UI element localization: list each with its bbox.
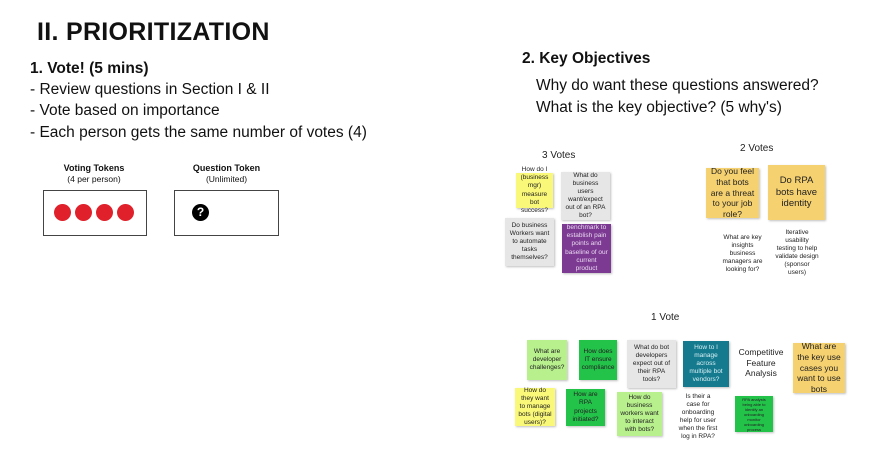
sticky-note[interactable]: How to I manage across multiple bot vendors? xyxy=(683,341,729,387)
objectives-line-1: Why do want these questions answered? xyxy=(536,77,819,94)
question-token-label: Question Token xyxy=(192,163,261,173)
sticky-note[interactable]: What do business users want/expect out of an RPA bot? xyxy=(561,172,610,220)
vote-token-dot[interactable] xyxy=(117,204,134,221)
sticky-note[interactable]: What do bot developers expect out of their RPA tools? xyxy=(627,340,676,388)
group-label-2-votes: 2 Votes xyxy=(740,143,774,154)
voting-tokens-box xyxy=(43,190,147,236)
sticky-note[interactable]: How do they want to manage bots (digital users)? xyxy=(515,388,555,426)
group-label-1-vote: 1 Vote xyxy=(651,312,680,323)
voting-tokens-sub: (4 per person) xyxy=(67,174,121,184)
vote-token-dot[interactable] xyxy=(96,204,113,221)
question-mark-icon[interactable]: ? xyxy=(192,204,209,221)
sticky-note[interactable]: How do I (business mgr) measure bot success? xyxy=(516,173,553,208)
sticky-note[interactable]: How does IT ensure compliance xyxy=(579,340,617,380)
vote-heading: 1. Vote! (5 mins) xyxy=(30,60,149,77)
vote-bullet-3: - Each person gets the same number of votes (4) xyxy=(30,124,367,141)
sticky-note[interactable]: RPA analysts being able to identify an onboarding monitor onboarding process xyxy=(735,396,773,432)
sticky-note[interactable]: Do you feel that bots are a threat to your job role? xyxy=(706,168,759,218)
sticky-note[interactable]: How are RPA projects initiated? xyxy=(566,389,605,426)
objectives-line-2: What is the key objective? (5 why's) xyxy=(536,99,782,116)
sticky-note[interactable]: How do business workers want to interact with bots? xyxy=(617,392,662,436)
vote-bullet-1: - Review questions in Section I & II xyxy=(30,81,270,98)
vote-bullet-2: - Vote based on importance xyxy=(30,102,220,119)
objectives-heading: 2. Key Objectives xyxy=(522,50,651,67)
sticky-note[interactable]: Do RPA bots have identity xyxy=(768,165,825,220)
page-title: II. PRIORITIZATION xyxy=(37,18,270,46)
sticky-note[interactable]: What are developer challenges? xyxy=(527,340,567,380)
question-token-box xyxy=(174,190,279,236)
sticky-note[interactable]: benchmark to establish pain points and baseline of our current product xyxy=(562,224,611,273)
voting-tokens-label: Voting Tokens xyxy=(63,163,125,173)
sticky-note[interactable]: What are key insights business managers are looking for? xyxy=(719,232,766,276)
sticky-note[interactable]: Iterative usability testing to help validate design (sponsor users) xyxy=(772,232,822,274)
sticky-note[interactable]: Do business Workers want to automate tasks themselves? xyxy=(505,218,554,266)
vote-token-dot[interactable] xyxy=(75,204,92,221)
sticky-note[interactable]: Competitive Feature Analysis xyxy=(736,342,786,384)
question-token-sub: (Unlimited) xyxy=(205,174,248,184)
sticky-note[interactable]: Is their a case for onboarding help for user when the first log in RPA? xyxy=(675,396,721,438)
sticky-note[interactable]: What are the key use cases you want to use bots xyxy=(793,343,845,393)
vote-token-dot[interactable] xyxy=(54,204,71,221)
group-label-3-votes: 3 Votes xyxy=(542,150,576,161)
